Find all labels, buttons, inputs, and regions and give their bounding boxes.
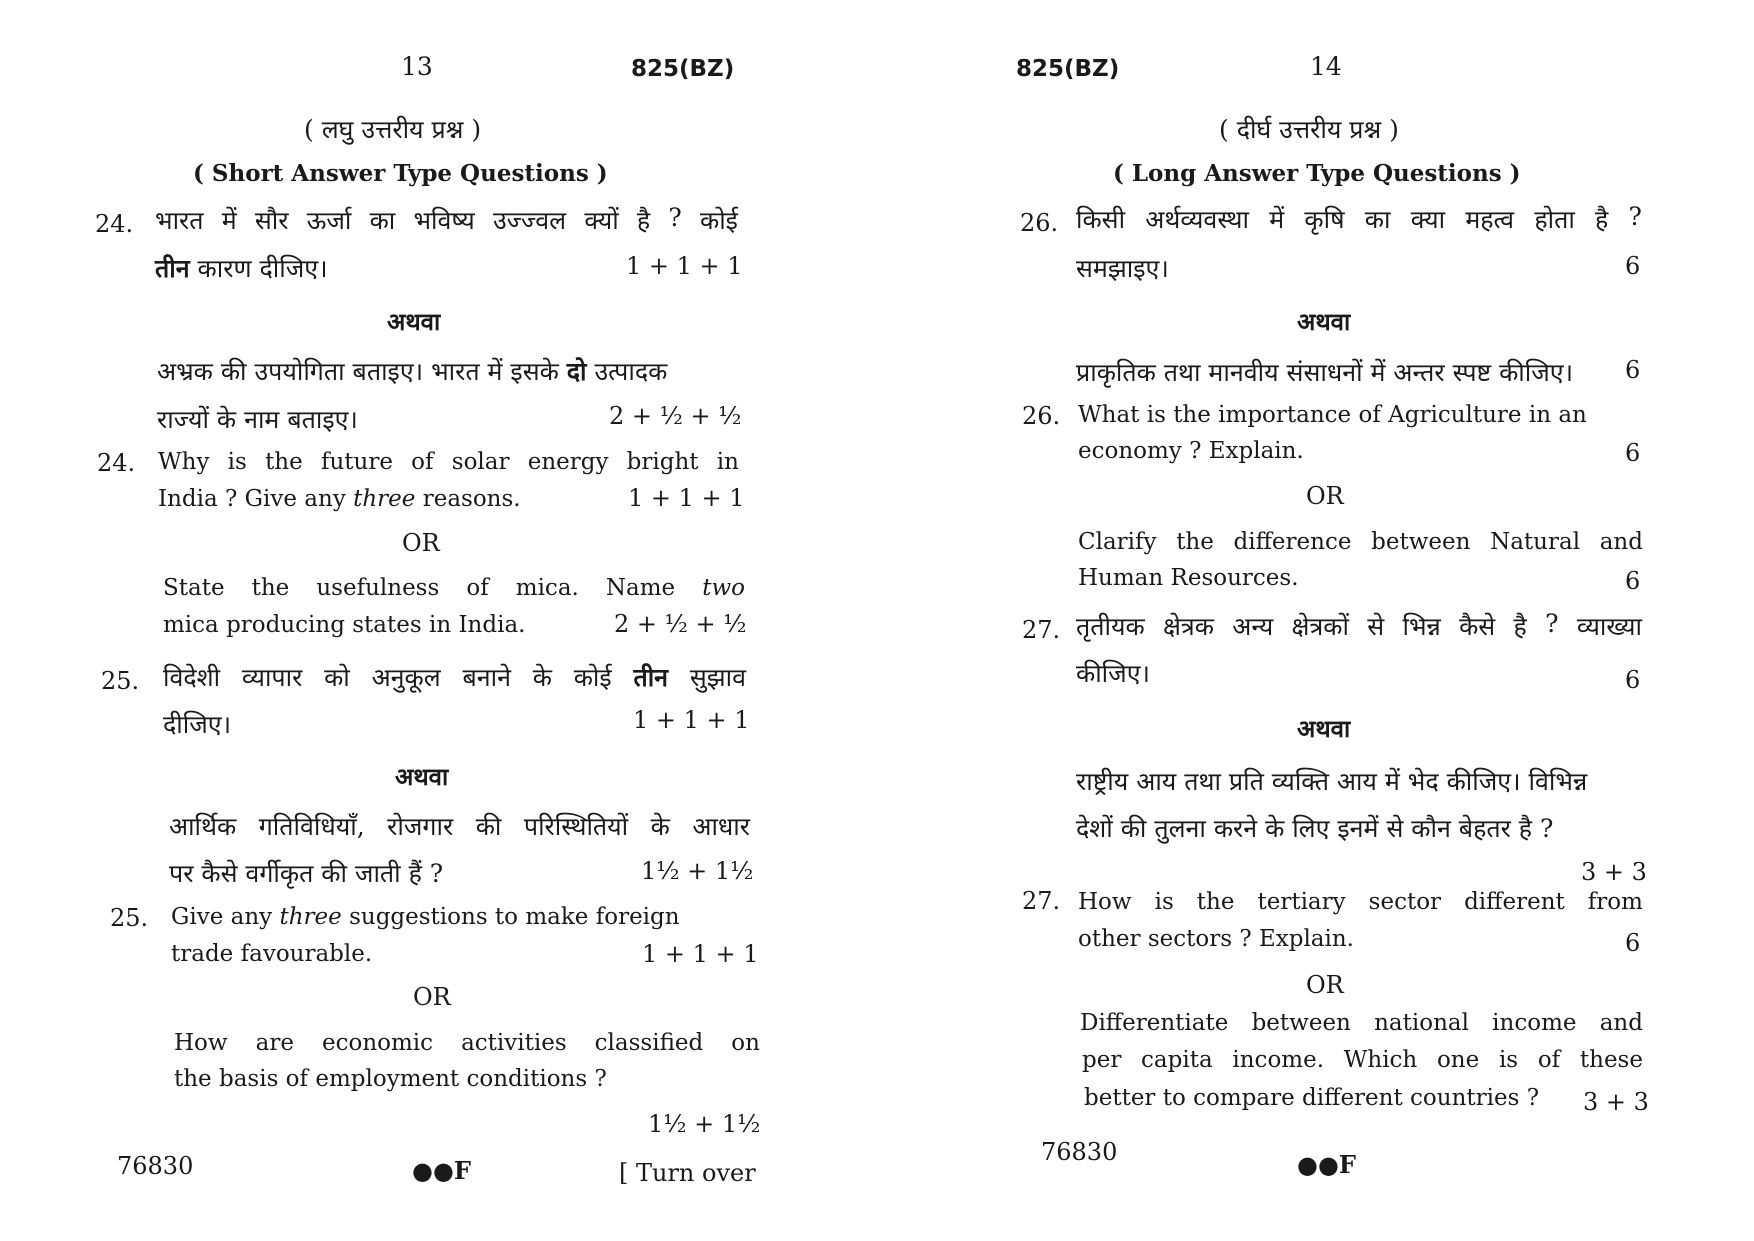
or-english: OR <box>1306 971 1344 999</box>
question-25-alt-hindi-line2: पर कैसे वर्गीकृत की जाती हैं ? <box>169 859 444 888</box>
or-hindi: अथवा <box>1297 307 1351 336</box>
marks: 1½ + 1½ <box>641 857 754 885</box>
turn-over: [ Turn over <box>619 1159 756 1187</box>
question-number: 25. <box>101 667 140 695</box>
question-number: 27. <box>1022 887 1061 915</box>
question-26-hindi-line2: समझाइए। <box>1076 254 1169 283</box>
question-24-hindi-line2: तीन कारण दीजिए। <box>155 254 328 283</box>
question-number: 25. <box>110 904 149 932</box>
marks: 1 + 1 + 1 <box>633 706 750 734</box>
question-number: 24. <box>97 449 136 477</box>
or-english: OR <box>413 983 451 1011</box>
marks: 3 + 3 <box>1583 1088 1649 1116</box>
question-25-alt-english-line1: How are economic activities classified on <box>174 1030 760 1056</box>
question-25-hindi-line1: विदेशी व्यापार को अनुकूल बनाने के कोई तीन सुझाव <box>163 663 746 692</box>
or-english: OR <box>402 529 440 557</box>
paper-code: 825(BZ) <box>631 56 735 82</box>
paper-code: 825(BZ) <box>1016 56 1120 82</box>
or-hindi: अथवा <box>1297 714 1351 743</box>
question-24-hindi-line1: भारत में सौर ऊर्जा का भविष्य उज्ज्वल क्यों है ? कोई <box>155 203 738 235</box>
question-26-alt-english-line2: Human Resources. <box>1078 565 1299 591</box>
section-title-english: ( Short Answer Type Questions ) <box>193 160 608 187</box>
question-24-alt-hindi-line2: राज्यों के नाम बताइए। <box>157 405 358 434</box>
question-number: 27. <box>1022 616 1061 644</box>
page-number: 13 <box>401 52 433 81</box>
question-27-alt-hindi-line1: राष्ट्रीय आय तथा प्रति व्यक्ति आय में भेद कीजिए। विभिन्न <box>1076 767 1588 796</box>
question-24-english-line1: Why is the future of solar energy bright in <box>158 449 739 475</box>
question-27-alt-english-line2: per capita income. Which one is of these <box>1082 1047 1643 1073</box>
question-27-english-line1: How is the tertiary sector different from <box>1078 889 1643 915</box>
question-26-english-line2: economy ? Explain. <box>1078 438 1304 464</box>
marks: 6 <box>1625 666 1641 694</box>
marks: 3 + 3 <box>1581 858 1647 886</box>
question-24-english-line2: India ? Give any three reasons. <box>158 486 521 512</box>
marks: 1 + 1 + 1 <box>642 940 759 968</box>
question-number: 26. <box>1020 209 1059 237</box>
marks: 2 + ½ + ½ <box>614 610 747 638</box>
footer-code: 76830 <box>117 1152 194 1180</box>
question-number: 24. <box>95 210 134 238</box>
footer-mark: ●●F <box>412 1156 471 1185</box>
question-26-alt-english-line1: Clarify the difference between Natural and <box>1078 529 1643 555</box>
marks: 2 + ½ + ½ <box>609 402 742 430</box>
marks: 6 <box>1625 929 1641 957</box>
page-14 <box>877 0 1754 1241</box>
question-27-english-line2: other sectors ? Explain. <box>1078 926 1354 952</box>
marks: 1 + 1 + 1 <box>628 484 745 512</box>
section-title-english: ( Long Answer Type Questions ) <box>1113 160 1521 187</box>
marks: 1 + 1 + 1 <box>626 252 743 280</box>
question-27-alt-english-line3: better to compare different countries ? <box>1084 1085 1540 1111</box>
question-26-hindi-line1: किसी अर्थव्यवस्था में कृषि का क्या महत्व होता है ? <box>1076 202 1642 234</box>
footer-mark: ●●F <box>1297 1150 1356 1179</box>
marks: 6 <box>1625 252 1641 280</box>
section-title-hindi: ( दीर्घ उत्तरीय प्रश्न ) <box>1219 115 1399 144</box>
question-27-alt-hindi-line2: देशों की तुलना करने के लिए इनमें से कौन बेहतर है ? <box>1076 814 1554 843</box>
question-27-hindi-line2: कीजिए। <box>1076 659 1151 688</box>
question-24-alt-hindi-line1: अभ्रक की उपयोगिता बताइए। भारत में इसके दो उत्पादक <box>157 357 668 386</box>
question-25-english-line1: Give any three suggestions to make foreign <box>171 904 680 930</box>
page-number: 14 <box>1310 52 1342 81</box>
question-number: 26. <box>1022 402 1061 430</box>
or-hindi: अथवा <box>387 307 441 336</box>
section-title-hindi: ( लघु उत्तरीय प्रश्न ) <box>304 115 482 144</box>
question-25-hindi-line2: दीजिए। <box>163 710 232 739</box>
question-24-alt-english-line1: State the usefulness of mica. Name two <box>163 575 745 601</box>
footer-code: 76830 <box>1041 1138 1118 1166</box>
question-25-alt-hindi-line1: आर्थिक गतिविधियाँ, रोजगार की परिस्थितियों के आधार <box>169 812 750 841</box>
question-26-english-line1: What is the importance of Agriculture in an <box>1078 402 1587 428</box>
question-27-hindi-line1: तृतीयक क्षेत्रक अन्य क्षेत्रकों से भिन्न कैसे है ? व्याख्या <box>1076 609 1642 641</box>
or-english: OR <box>1306 482 1344 510</box>
question-25-alt-english-line2: the basis of employment conditions ? <box>174 1066 607 1092</box>
question-27-alt-english-line1: Differentiate between national income and <box>1080 1010 1643 1036</box>
or-hindi: अथवा <box>395 762 449 791</box>
question-25-english-line2: trade favourable. <box>171 941 373 967</box>
marks: 6 <box>1625 439 1641 467</box>
marks: 6 <box>1625 356 1641 384</box>
question-26-alt-hindi-line1: प्राकृतिक तथा मानवीय संसाधनों में अन्तर स्पष्ट कीजिए। <box>1076 358 1574 387</box>
marks: 1½ + 1½ <box>648 1110 761 1138</box>
marks: 6 <box>1625 567 1641 595</box>
question-24-alt-english-line2: mica producing states in India. <box>163 612 526 638</box>
